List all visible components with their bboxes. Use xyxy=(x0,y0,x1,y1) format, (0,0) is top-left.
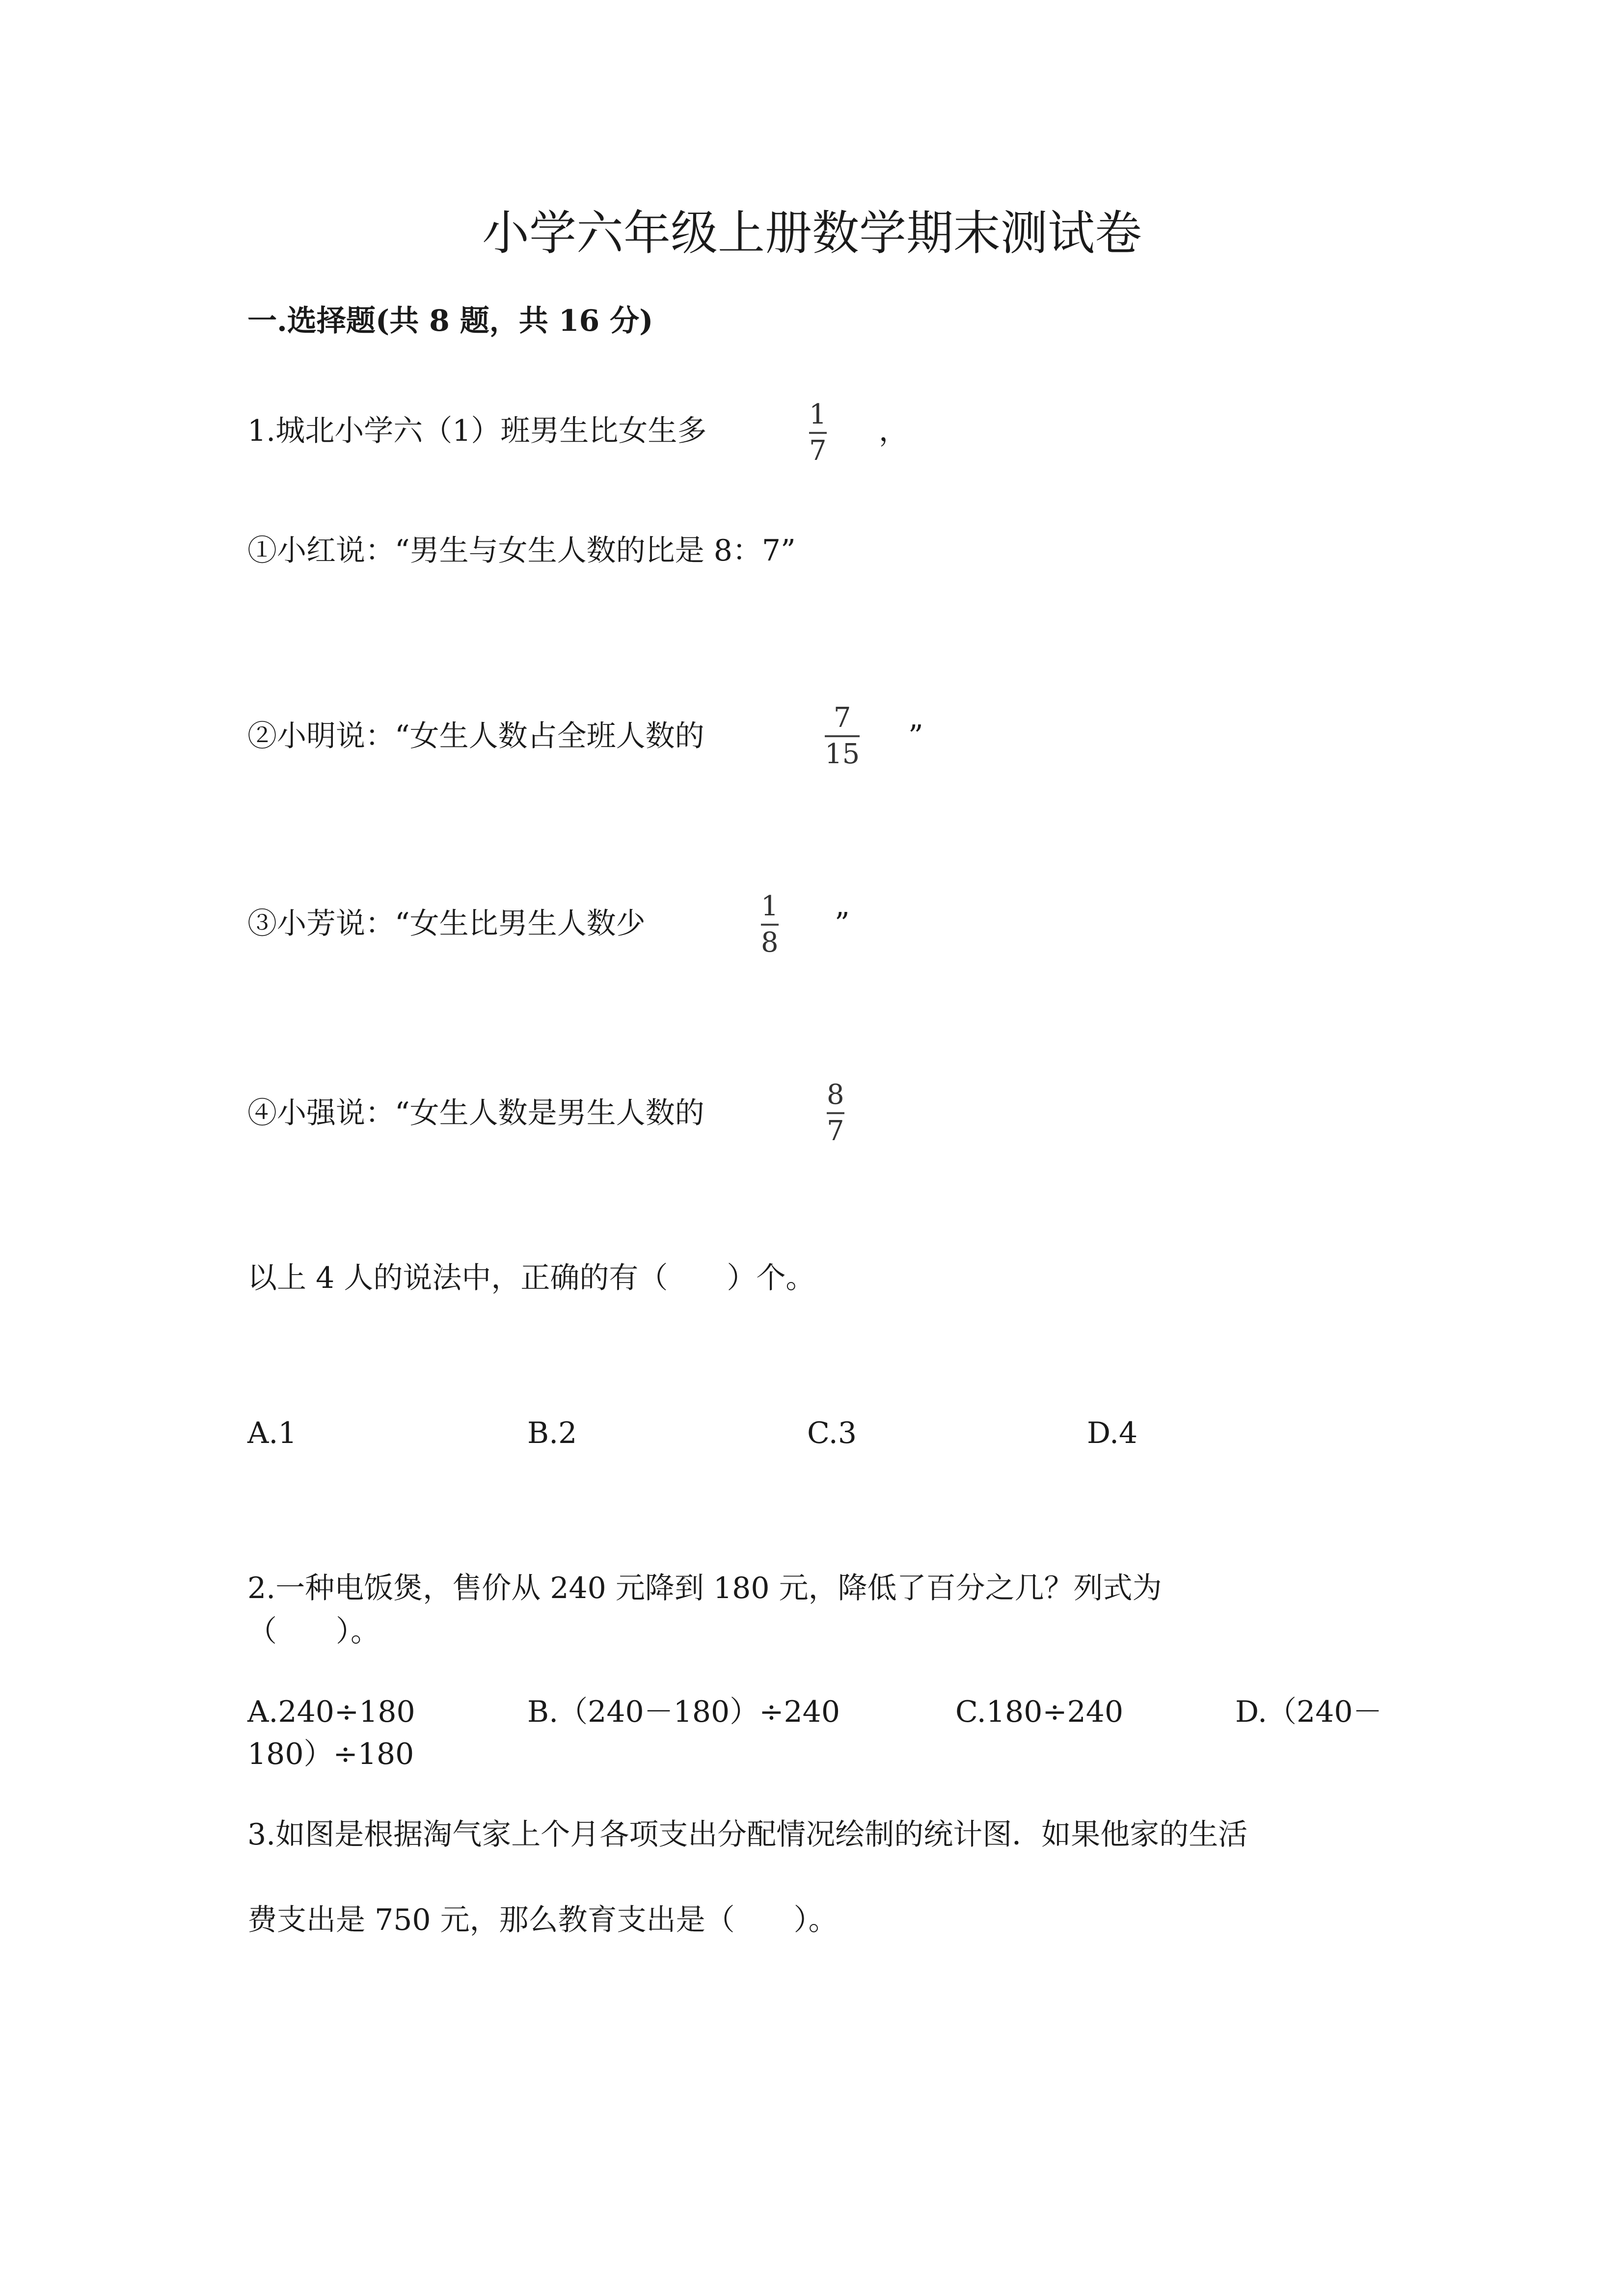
q1-statement-4: ④小强说：“女生人数是男生人数的 xyxy=(247,1096,704,1130)
fraction-numerator: 1 xyxy=(809,399,827,430)
q1-option-a: A.1 xyxy=(247,1416,297,1450)
q1-statement-2-fraction xyxy=(825,703,860,770)
q1-statement-4-fraction xyxy=(827,1080,844,1147)
q1-statement-1: ①小红说：“男生与女生人数的比是 8：7” xyxy=(247,534,796,568)
q2-option-c: C.180÷240 xyxy=(955,1695,1124,1729)
q1-statement-3-end: ” xyxy=(835,907,850,941)
fraction-numerator: 7 xyxy=(833,702,851,734)
fraction-denominator: 8 xyxy=(761,927,779,959)
q2-option-b: B.（240－180）÷240 xyxy=(527,1695,840,1729)
q1-statement-2-end: ” xyxy=(908,719,923,753)
page-title: 小学六年级上册数学期末测试卷 xyxy=(482,206,1142,261)
fraction-bar xyxy=(827,1112,844,1114)
fraction-denominator: 15 xyxy=(825,738,860,770)
fraction-numerator: 1 xyxy=(761,890,779,922)
fraction-bar xyxy=(825,735,860,737)
q1-stem-fraction xyxy=(809,400,827,466)
fraction-denominator: 7 xyxy=(827,1115,844,1147)
q2-option-d: D.（240－ xyxy=(1235,1695,1382,1729)
q1-option-b: B.2 xyxy=(527,1416,577,1450)
q1-statement-3: ③小芳说：“女生比男生人数少 xyxy=(247,907,646,941)
section-heading: 一.选择题(共 8 题，共 16 分) xyxy=(247,304,653,338)
q1-statement-3-fraction xyxy=(761,891,779,958)
fraction-numerator: 8 xyxy=(827,1079,844,1111)
q2-option-d-continued: 180）÷180 xyxy=(247,1737,414,1771)
q2-stem-continued: （ ）。 xyxy=(247,1614,380,1649)
q1-stem-end: ， xyxy=(879,414,908,448)
q2-stem: 2.一种电饭煲，售价从 240 元降到 180 元，降低了百分之几？列式为 xyxy=(247,1571,1162,1605)
q1-option-d: D.4 xyxy=(1087,1416,1138,1450)
q2-option-a: A.240÷180 xyxy=(247,1695,415,1729)
q3-stem: 3.如图是根据淘气家上个月各项支出分配情况绘制的统计图．如果他家的生活 xyxy=(247,1817,1248,1852)
fraction-bar xyxy=(761,924,779,926)
q1-question: 以上 4 人的说法中，正确的有（ ）个。 xyxy=(247,1261,815,1295)
q1-statement-2: ②小明说：“女生人数占全班人数的 xyxy=(247,719,704,753)
fraction-denominator: 7 xyxy=(809,435,827,467)
q1-stem: 1.城北小学六（1）班男生比女生多 xyxy=(247,414,707,448)
q1-option-c: C.3 xyxy=(807,1416,857,1450)
q3-stem-continued: 费支出是 750 元，那么教育支出是（ ）。 xyxy=(247,1903,838,1937)
fraction-bar xyxy=(809,432,827,434)
